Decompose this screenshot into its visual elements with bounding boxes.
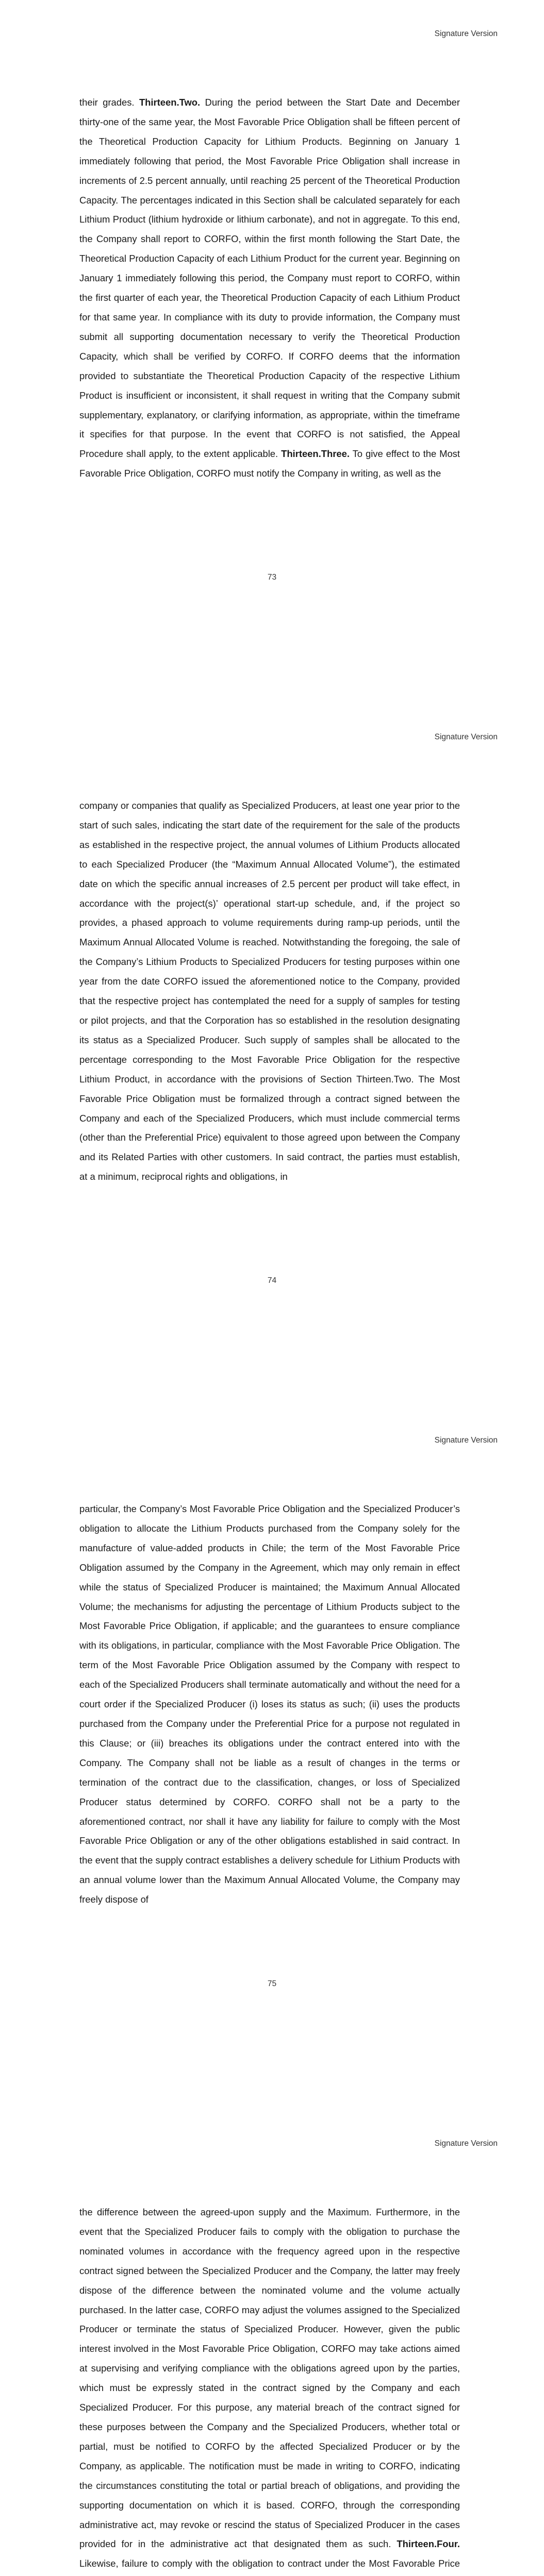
page-body-text <box>79 1499 460 1909</box>
page-number: 73 <box>267 573 277 582</box>
page-number: 74 <box>267 1276 277 1285</box>
page-header-label: Signature Version <box>434 1436 498 1445</box>
body-text-segment: their grades. <box>79 97 139 108</box>
body-text-segment: During the period between the Start Date and December thirty-one of the same year, the Most Favorable Price Obligation shall be fifteen percent of the Theoretical Production Capacity for Lithium Products. Beginning on January 1 immediately following that period, the Most Favorable Price Obligation shall increase in increments of 2.5 percent annually, until reaching 25 percent of the Theoretical Production Capacity. The percentages indicated in this Section shall be calculated separately for each Lithium Product (lithium hydroxide or lithium carbonate), and not in aggregate. To this end, the Company shall report to CORFO, within the first month following the Start Date, the Theoretical Production Capacity of each Lithium Product for the current year. Beginning on January 1 immediately following this period, the Company must report to CORFO, within the first quarter of each year, the Theoretical Production Capacity of each Lithium Product for that same year. In compliance with its duty to provide information, the Company must submit all supporting documentation necessary to verify the Theoretical Production Capacity, which shall be verified by CORFO. If CORFO deems that the information provided to substantiate the Theoretical Production Capacity of the respective Lithium Product is insufficient or inconsistent, it shall request in writing that the Company submit supplementary, explanatory, or clarifying information, as appropriate, within the timeframe it specifies for that purpose. In the event that CORFO is not satisfied, the Appeal Procedure shall apply, to the extent applicable. <box>79 97 460 460</box>
document-page <box>0 1406 544 2110</box>
document-page <box>0 703 544 1406</box>
section-heading-inline: Thirteen.Two. <box>139 97 201 108</box>
body-text-segment: company or companies that qualify as Specialized Producers, at least one year prior to the start of such sales, indicating the start date of the requirement for the sale of the products as established in the respective project, the annual volumes of Lithium Products allocated to each Specialized Producer (the “Maximum Annual Allocated Volume”), the estimated date on which the specific annual increases of 2.5 percent per product will take effect, in accordance with the project(s)’ operational start-up schedule, and, if the project so provides, a phased approach to volume requirements during ramp-up periods, until the Maximum Annual Allocated Volume is reached. Notwithstanding the foregoing, the sale of the Company’s Lithium Products to Specialized Producers for testing purposes within one year from the date CORFO issued the aforementioned notice to the Company, provided that the respective project has contemplated the need for a supply of samples for testing or pilot projects, and that the Corporation has so established in the resolution designating its status as a Specialized Producer. Such supply of samples shall be allocated to the percentage corresponding to the Most Favorable Price Obligation for the respective Lithium Product, in accordance with the provisions of Section Thirteen.Two. The Most Favorable Price Obligation must be formalized through a contract signed between the Company and each of the Specialized Producers, which must include commercial terms (other than the Preferential Price) equivalent to those agreed upon between the Company and its Related Parties with other customers. In said contract, the parties must establish, at a minimum, reciprocal rights and obligations, in <box>79 800 460 1182</box>
page-number: 75 <box>267 1979 277 1988</box>
body-text-segment: particular, the Company’s Most Favorable Price Obligation and the Specialized Producer’s obligation to allocate the Lithium Products purchased from the Company solely for the manufacture of value-added products in Chile; the term of the Most Favorable Price Obligation assumed by the Company in the Agreement, which may only remain in effect while the status of Specialized Producer is maintained; the Maximum Annual Allocated Volume; the mechanisms for adjusting the percentage of Lithium Products subject to the Most Favorable Price Obligation, if applicable; and the guarantees to ensure compliance with its obligations, in particular, compliance with the Most Favorable Price Obligation. The term of the Most Favorable Price Obligation assumed by the Company with respect to each of the Specialized Producers shall terminate automatically and without the need for a court order if the Specialized Producer (i) loses its status as such; (ii) uses the products purchased from the Company under the Preferential Price for a purpose not regulated in this Clause; or (iii) breaches its obligations under the contract entered into with the Company. The Company shall not be liable as a result of changes in the terms or termination of the contract due to the classification, changes, or loss of Specialized Producer status determined by CORFO. CORFO shall not be a party to the aforementioned contract, nor shall it have any liability for failure to comply with the Most Favorable Price Obligation or any of the other obligations established in said contract. In the event that the supply contract establishes a delivery schedule for Lithium Products with an annual volume lower than the Maximum Annual Allocated Volume, the Company may freely dispose of <box>79 1503 460 1905</box>
page-header-label: Signature Version <box>434 29 498 38</box>
section-heading-inline: Thirteen.Three. <box>281 448 350 460</box>
page-body-text <box>79 2202 460 2576</box>
body-text-segment: Likewise, failure to comply with the obligation to contract under the Most Favorable Price <box>79 2558 460 2569</box>
document-page <box>0 0 544 703</box>
page-body-text <box>79 796 460 1187</box>
document-page <box>0 2110 544 2576</box>
section-heading-inline: Thirteen.Four. <box>397 2538 460 2550</box>
page-body-text <box>79 93 460 483</box>
body-text-segment: the difference between the agreed-upon supply and the Maximum. Furthermore, in the event that the Specialized Producer fails to comply with the obligation to purchase the nominated volumes in accordance with the frequency agreed upon in the respective contract signed between the Specialized Producer and the Company, the latter may freely dispose of the difference between the nominated volume and the volume actually purchased. In the latter case, CORFO may adjust the volumes assigned to the Specialized Producer or terminate the status of Specialized Producer. However, given the public interest involved in the Most Favorable Price Obligation, CORFO may take actions aimed at supervising and verifying compliance with the obligations agreed upon by the parties, which must be expressly stated in the contract signed by the Company and each Specialized Producer. For this purpose, any material breach of the contract signed for these purposes between the Company and the Specialized Producers, whether total or partial, must be notified to CORFO by the affected Specialized Producer or by the Company, as applicable. The notification must be made in writing to CORFO, indicating the circumstances constituting the total or partial breach of obligations, and providing the supporting documentation on which it is based. CORFO, through the corresponding administrative act, may revoke or rescind the status of Specialized Producer in the cases provided for in the administrative act that designated them as such. <box>79 2207 460 2550</box>
body-text-segment: To give effect to the Most Favorable Price Obligation, CORFO must notify the Company in writing, as well as the <box>79 448 460 479</box>
page-header-label: Signature Version <box>434 733 498 741</box>
page-header-label: Signature Version <box>434 2139 498 2148</box>
